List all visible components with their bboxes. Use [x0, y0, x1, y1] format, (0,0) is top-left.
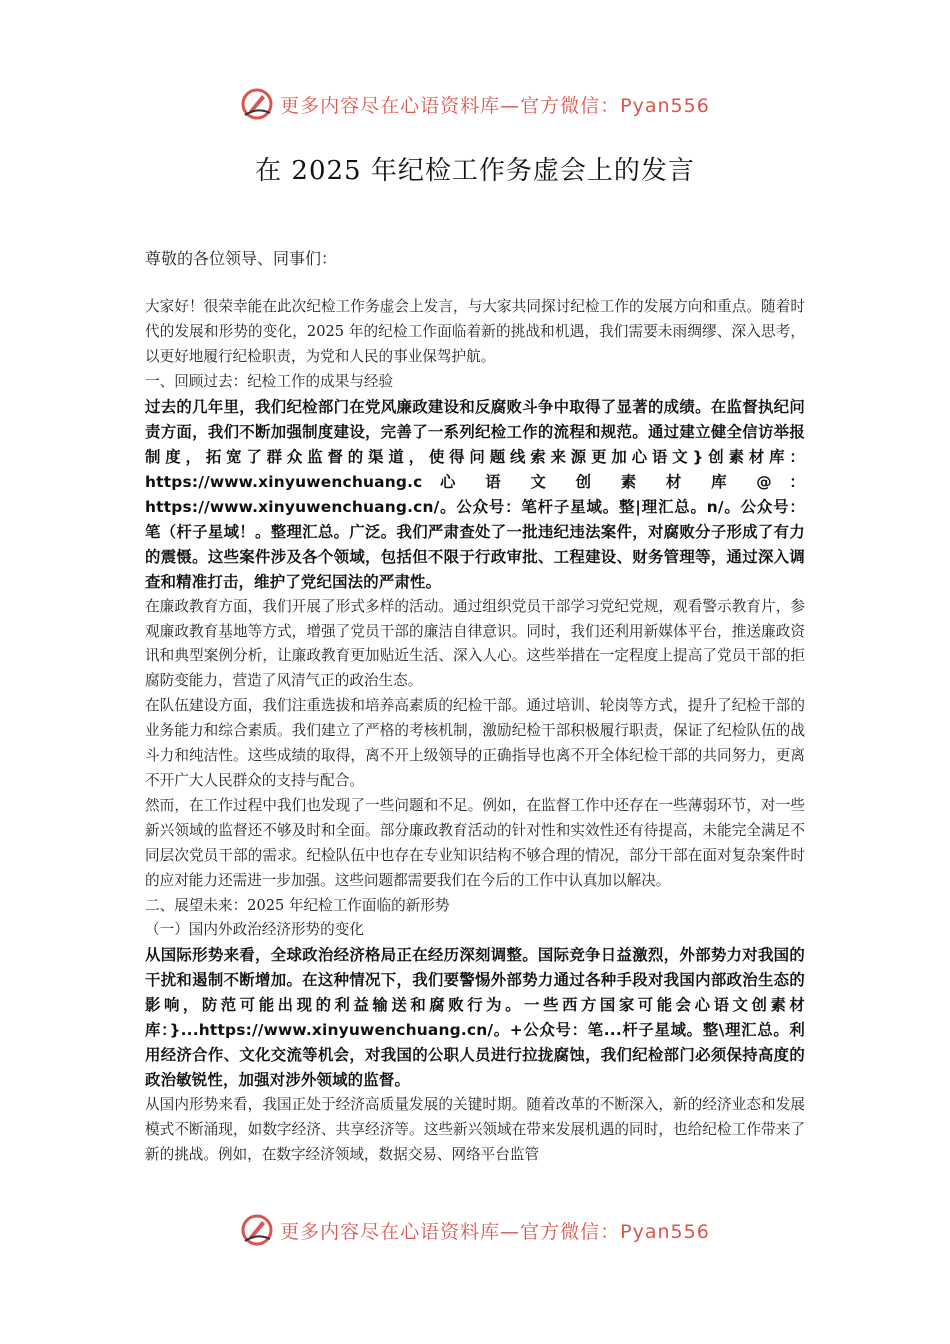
section-heading-2: 二、展望未来：2025 年纪检工作面临的新形势	[145, 896, 450, 914]
paragraph-achievements: 过去的几年里，我们纪检部门在党风廉政建设和反腐败斗争中取得了显著的成绩。在监督执纪问责方面，我们不断加强制度建设，完善了一系列纪检工作的流程和规范。通过建立健全信访举报制度，拓宽了群众监督的渠道，使得问题线索来源更加心语文}创素材库：https://www.xinyuwenchuang.c 心 语 文 创 素 材 库 @ ： https://www.xinyuwenchuang.cn/。公众号：笔杆子星域。整|理汇总。n/。公众号：笔（杆子星域！。整理汇总。广泛。我们严肃查处了一批违纪违法案件，对腐败分子形成了有力的震慑。这些案件涉及各个领域，包括但不限于行政审批、工程建设、财务管理等，通过深入调查和精准打击，维护了党纪国法的严肃性。	[145, 397, 805, 591]
paragraph-domestic: 从国内形势来看，我国正处于经济高质量发展的关键时期。随着改革的不断深入，新的经济业态和发展模式不断涌现，如数字经济、共享经济等。这些新兴领域在带来发展机遇的同时，也给纪检工作带来了新的挑战。例如，在数字经济领域，数据交易、网络平台监管	[145, 1096, 805, 1164]
banner-text	[280, 1217, 710, 1244]
footer-banner	[0, 1210, 950, 1250]
banner-main: 更多内容尽在心语资料库—官方微信：	[280, 94, 621, 117]
banner-main: 更多内容尽在心语资料库—官方微信：	[280, 1220, 621, 1243]
paragraph-problems: 然而，在工作过程中我们也发现了一些问题和不足。例如，在监督工作中还存在一些薄弱环节，对一些新兴领域的监督还不够及时和全面。部分廉政教育活动的针对性和实效性还有待提高，未能完全满足不同层次党员干部的需求。纪检队伍中也存在专业知识结构不够合理的情况，部分干部在面对复杂案件时的应对能力还需进一步加强。这些问题都需要我们在今后的工作中认真加以解决。	[145, 796, 805, 889]
section-heading-1: 一、回顾过去：纪检工作的成果与经验	[145, 372, 394, 390]
paragraph-team: 在队伍建设方面，我们注重选拔和培养高素质的纪检干部。通过培训、轮岗等方式，提升了纪检干部的业务能力和综合素质。我们建立了严格的考核机制，激励纪检干部积极履行职责，保证了纪检队伍的战斗力和纯洁性。这些成绩的取得，离不开上级领导的正确指导也离不开全体纪检干部的共同努力，更离不开广大人民群众的支持与配合。	[145, 697, 805, 789]
page-title: 在 2025 年纪检工作务虚会上的发言	[255, 156, 695, 186]
banner-text	[280, 91, 710, 118]
paragraph-education: 在廉政教育方面，我们开展了形式多样的活动。通过组织党员干部学习党纪党规，观看警示教育片，参观廉政教育基地等方式，增强了党员干部的廉洁自律意识。同时，我们还利用新媒体平台，推送廉政资讯和典型案例分析，让廉政教育更加贴近生活、深入人心。这些举措在一定程度上提高了党员干部的拒腐防变能力，营造了风清气正的政治生态。	[145, 597, 805, 690]
banner-id: Pyan556	[620, 1220, 710, 1243]
paragraph-international: 从国际形势来看，全球政治经济格局正在经历深刻调整。国际竞争日益激烈，外部势力对我国的干扰和遏制不断增加。在这种情况下，我们要警惕外部势力通过各种手段对我国内部政治生态的影响，防范可能出现的利益输送和腐败行为。一些西方国家可能会心语文创素材库：}...https://www.xinyuwenchuang.cn/。+公众号：笔...杆子星域。整\理汇总。利用经济合作、文化交流等机会，对我国的公职人员进行拉拢腐蚀，我们纪检部门必须保持高度的政治敏锐性，加强对涉外领域的监督。	[145, 946, 805, 1090]
subsection-heading-1: （一）国内外政治经济形势的变化	[145, 921, 364, 939]
logo-icon	[240, 87, 274, 121]
greeting: 尊敬的各位领导、同事们：	[145, 249, 338, 268]
document-body	[145, 295, 805, 1168]
paragraph-intro: 大家好！很荣幸能在此次纪检工作务虚会上发言，与大家共同探讨纪检工作的发展方向和重点。随着时代的发展和形势的变化，2025 年的纪检工作面临着新的挑战和机遇，我们需要未雨绸缪、深入思考，以更好地履行纪检职责，为党和人民的事业保驾护航。	[145, 298, 805, 365]
banner-id: Pyan556	[620, 94, 710, 117]
header-banner	[0, 84, 950, 124]
logo-icon	[240, 1213, 274, 1247]
